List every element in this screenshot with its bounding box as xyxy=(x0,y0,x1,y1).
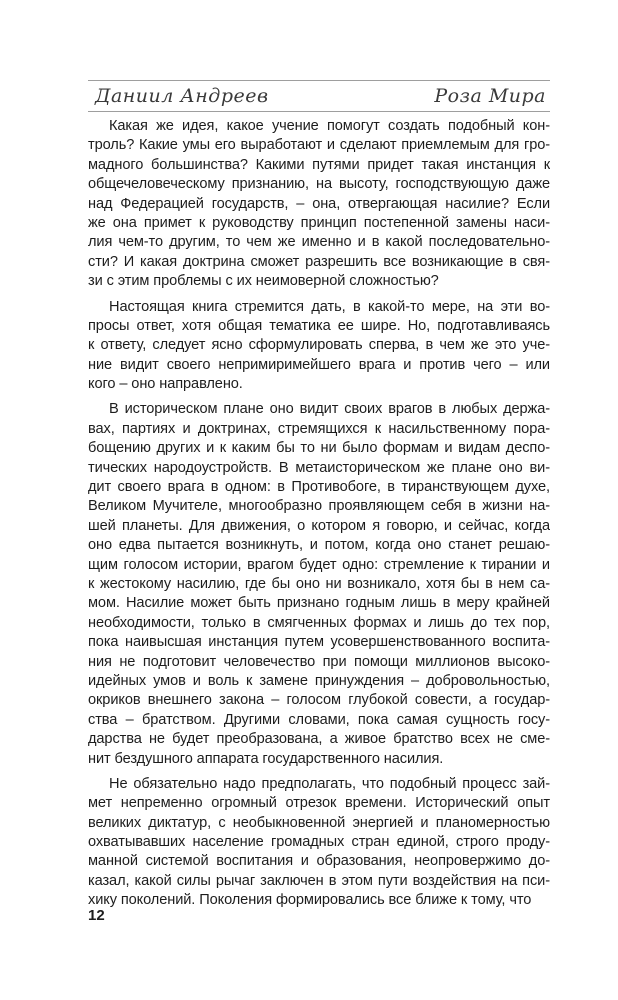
paragraph xyxy=(88,775,550,911)
text-line: Настоящая книга стремится дать, в какой-то мере, на эти во- xyxy=(109,298,550,315)
text-line: окриков внешнего закона – голосом глубокой совести, а государ- xyxy=(88,692,550,709)
text-line: троль? Какие умы его выработают и сделают приемлемым для гро- xyxy=(88,137,550,154)
text-line: нит бездушного аппарата государственного насилия. xyxy=(88,750,444,767)
text-line: просы ответ, хотя общая тематика ее шире. Но, подготавливаясь xyxy=(88,317,550,334)
text-line: оно едва пытается возникнуть, и потом, когда оно станет решаю- xyxy=(88,537,550,554)
text-line: щим голосом истории, врагом будет одно: стремление к тирании и xyxy=(88,556,550,573)
running-header xyxy=(88,80,550,112)
text-line: к ответу, следует ясно сформулировать сперва, в чем же это уче- xyxy=(88,337,550,354)
text-line: кого – оно направлено. xyxy=(88,376,243,393)
text-line: манной системой воспитания и образования, неопровержимо до- xyxy=(88,853,550,870)
running-header-row xyxy=(88,81,550,111)
running-author: Даниил Андреев xyxy=(95,85,269,107)
text-line: же она примет к руководству принцип постепенной замены наси- xyxy=(88,214,550,231)
text-line: зи с этим проблемы с их неимоверной сложностью? xyxy=(88,273,439,290)
paragraph xyxy=(88,298,550,395)
text-line: пока наивысшая инстанция путем усовершенствованного воспита- xyxy=(88,634,550,651)
text-line: общечеловеческому признанию, на высоту, господствующую даже xyxy=(88,176,550,193)
text-line: мадного большинства? Какими путями придет такая инстанция к xyxy=(88,156,550,173)
text-line: дит своего врага в одном: в Противобоге, в тиранствующем духе, xyxy=(88,479,550,496)
text-line: великих диктатур, с необыкновенной энергией и планомерностью xyxy=(88,814,550,831)
text-line: лия чем-то другим, то чем же именно и в какой последовательно- xyxy=(88,234,550,251)
text-line: к жестокому насилию, где бы оно ни возникало, хотя бы в нем са- xyxy=(88,575,550,592)
text-column xyxy=(88,117,550,911)
text-line: сти? И какая доктрина сможет разрешить все возникающие в свя- xyxy=(88,253,550,270)
text-line: ния не подготовит человечество при помощи миллионов высоко- xyxy=(88,653,550,670)
text-line: тических народоустройств. В метаисторическом же плане оно ви- xyxy=(88,459,550,476)
text-line: ства – братством. Другими словами, пока самая сущность госу- xyxy=(88,711,550,728)
text-line: Какая же идея, какое учение помогут создать подобный кон- xyxy=(109,118,550,134)
text-line: идейных умов и воль к замене принуждения – добровольностью, xyxy=(88,672,550,689)
text-line: охватывавших население громадных стран единой, строго проду- xyxy=(88,834,550,851)
text-line: бощению других и к каким бы то ни было формам и видам деспо- xyxy=(88,440,550,457)
text-line: хику поколений. Поколения формировались все ближе к тому, что xyxy=(88,892,532,909)
running-title: Роза Мира xyxy=(434,85,546,107)
paragraph xyxy=(88,117,550,292)
page-number: 12 xyxy=(88,907,105,924)
text-line: дарства не будет преобразована, а живое братство всех не сме- xyxy=(88,731,550,748)
text-line: казал, какой силы рычаг заключен в этом пути воздействия на пси- xyxy=(88,872,550,889)
text-line: Великом Мучителе, многообразно проявляющем себя в жизни на- xyxy=(88,498,550,515)
text-line: ние видит своего непримиримейшего врага и против чего – или xyxy=(88,356,550,373)
text-line: мом. Насилие может быть признано годным лишь в меру крайней xyxy=(88,595,550,612)
text-line: необходимости, только в смягченных формах и лишь до тех пор, xyxy=(88,614,550,631)
text-line: вах, партиях и доктринах, стремящихся к насильственному пора- xyxy=(88,420,550,437)
text-line: над Федерацией государств, – она, отвергающая насилие? Если xyxy=(88,195,550,212)
paragraph xyxy=(88,400,550,768)
text-line: шей планеты. Для движения, о котором я говорю, и сейчас, когда xyxy=(88,517,550,534)
text-line: мет непременно огромный отрезок времени. Исторический опыт xyxy=(88,795,550,812)
text-line: В историческом плане оно видит своих врагов в любых держа- xyxy=(109,401,550,418)
text-line: Не обязательно надо предполагать, что подобный процесс зай- xyxy=(109,775,550,792)
